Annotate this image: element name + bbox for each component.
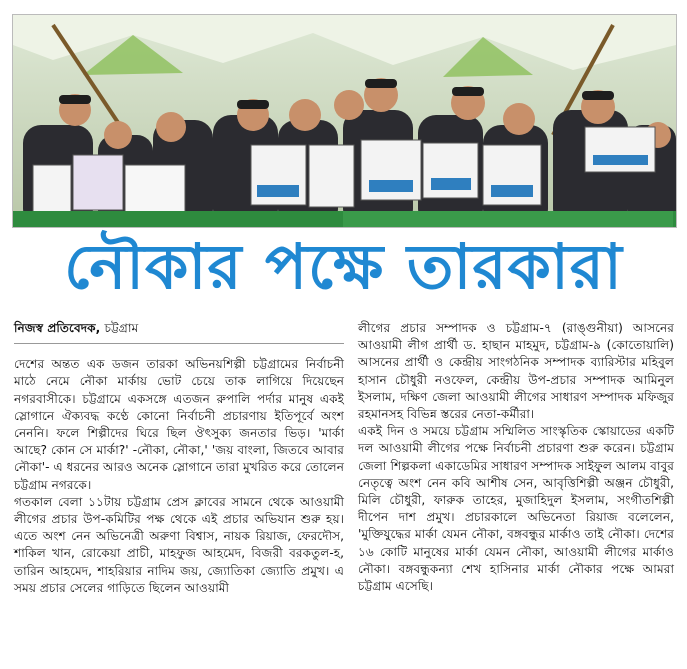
paragraph: দেশের অন্তত এক ডজন তারকা অভিনয়শিল্পী চট্টগ্রামের নির্বাচনী মাঠে নেমে নৌকা মার্কায় ভোট চেয়ে তাক লাগিয়ে দিয়েছেন নগরবাসীকে। চট্টগ্রামে একসঙ্গে এতজন রুপালি পর্দার মানুষ একই স্লোগানে ঐক্যবদ্ধ কণ্ঠে কোনো নির্বাচনী প্রচারণায় ইতিপূর্বে অংশ নেননি। ফলে শিল্পীদের ঘিরে ছিল ঔৎসুক্য জনতার ভিড়। 'মার্কা আছে? কোন সে মার্কা?' -নৌকা, নৌকা,' 'জয় বাংলা, জিতবে আবার নৌকা'- এ ধরনের আরও অনেক স্লোগানে তারা মুখরিত করে তোলেন চট্টগ্রাম নগরকে।	[14, 357, 344, 492]
article-column-left	[14, 320, 344, 597]
campaign-photo-illustration	[13, 15, 676, 227]
paragraph: একই দিন ও সময়ে চট্টগ্রাম সম্মিলিত সাংস্কৃতিক স্কোয়াডের একটি দল আওয়ামী লীগের পক্ষে নির্বাচনী প্রচারণা শুরু করেন। চট্টগ্রাম জেলা শিল্পকলা একাডেমির সাধারণ সম্পাদক সাইফুল আলম বাবুর নেতৃত্বে অংশ নেন কবি আশীষ সেন, আবৃত্তিশিল্পী অঞ্জন চৌধুরী, মিলি চৌধুরী, ফারুক তাহের, মুজাহিদুল ইসলাম, সংগীতশিল্পী দীপেন দাশ প্রমুখ। প্রচারকালে অভিনেতা রিয়াজ বলেলেন, 'মুক্তিযুদ্ধের মার্কা যেমন নৌকা, বঙ্গবন্ধুর মার্কাও তাই নৌকা। দেশের ১৬ কোটি মানুষের মার্কা যেমন নৌকা, আওয়ামী লীগের মার্কাও নৌকা। বঙ্গবন্ধুকন্যা শেখ হাসিনার মার্কা নৌকার পক্ষে আমরা চট্টগ্রাম এসেছি।	[358, 424, 674, 594]
news-photo	[12, 14, 677, 228]
headline: নৌকার পক্ষে তারকারা	[64, 230, 623, 303]
paragraph: গতকাল বেলা ১১টায় চট্টগ্রাম প্রেস ক্লাবের সামনে থেকে আওয়ামী লীগের প্রচার উপ-কমিটির পক্ষ থেকে এই প্রচার অভিযান শুরু হয়। এতে অংশ নেন অভিনেত্রী অরুণা বিশ্বাস, নায়ক রিয়াজ, ফেরদৌস, শাকিল খান, রোকেয়া প্রাচী, মাহফুজ আহমেদ, বিজরী বরকতুল-হ, তারিন আহমেদ, শাহরিয়ার নাদিম জয়, জ্যোতিকা জ্যোতি প্রমুখ। এ সময় প্রচার সেলের গাড়িতে ছিলেন আওয়ামী	[14, 494, 344, 595]
paragraph: লীগের প্রচার সম্পাদক ও চট্টগ্রাম-৭ (রাঙ্গুনীয়া) আসনের আওয়ামী লীগ প্রার্থী ড. হাছান মাহমুদ, চট্টগ্রাম-৯ (কোতোয়ালি) আসনের প্রার্থী ও কেন্দ্রীয় সাংগঠনিক সম্পাদক ব্যারিস্টার মহিবুল হাসান চৌধুরী নওফেল, কেন্দ্রীয় উপ-প্রচার সম্পাদক আমিনুল ইসলাম, দক্ষিণ জেলা আওয়ামী লীগের সাধারণ সম্পাদক মফিজুর রহমানসহ বিভিন্ন স্তরের নেতা-কর্মীরা।	[358, 321, 674, 422]
byline-location: চট্টগ্রাম	[104, 321, 139, 335]
byline	[14, 320, 344, 344]
byline-reporter: নিজস্ব প্রতিবেদক,	[14, 321, 101, 335]
article-column-right	[358, 320, 674, 595]
